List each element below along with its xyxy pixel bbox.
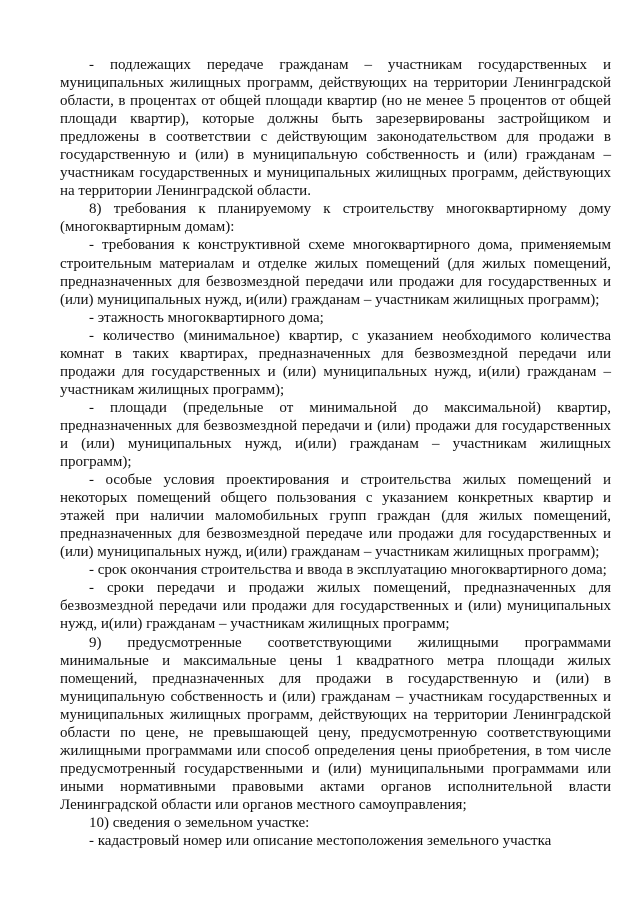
paragraph-item-9-prices: 9) предусмотренные соответствующими жилищными программами минимальные и максимальные цены 1 квадратного метра площади жилых помещений, предназначенных для продажи в государственную и (или) в муниципальную собственность и (или) гражданам – участникам государственных и муниципальных жилищных программ, действующих на территории Ленинградской области по цене, не превышающей цену, предусмотренную соответствующими жилищными программами или способ определения цены приобретения, в том числе предусмотренный государственными и (или) муниципальными программами или иными нормативными правовыми актами органов исполнительной власти Ленинградской области или органов местного самоуправления; — [60, 634, 611, 813]
paragraph-completion-deadline: - срок окончания строительства и ввода в эксплуатацию многоквартирного дома; — [89, 562, 607, 579]
paragraph-special-conditions: - особые условия проектирования и строительства жилых помещений и некоторых помещений общего пользования с указанием конкретных квартир и этажей при наличии маломобильных групп граждан (для жилых помещений, предназначенных для безвозмездной передаче или продажи для государственных и (или) муниципальных нужд, и(или) гражданам – участникам жилищных программ); — [60, 472, 611, 561]
paragraph-cadastral-number: - кадастровый номер или описание местоположения земельного участка — [89, 833, 552, 850]
paragraph-apartment-area: - площади (предельные от минимальной до максимальной) квартир, предназначенных для безвозмездной передачи и (или) продажи для государственных и (или) муниципальных нужд, и(или) гражданам – участникам жилищных программ); — [60, 399, 611, 471]
paragraph-storeys: - этажность многоквартирного дома; — [89, 309, 324, 326]
paragraph-reserved-apartments: - подлежащих передаче гражданам – участникам государственных и муниципальных жилищных программ, действующих на территории Ленинградской области, в процентах от общей площади квартир (но не менее 5 процентов от общей площади квартир), которые должны быть зарезервированы застройщиком и предложены в соответствии с действующим законодательством для продажи в государственную и (или) в муниципальную собственность и (или) гражданам – участникам государственных и муниципальных жилищных программ, действующих на территории Ленинградской области. — [60, 57, 611, 200]
paragraph-apartment-count: - количество (минимальное) квартир, с указанием необходимого количества комнат в таких квартирах, предназначенных для безвозмездной передачи или продажи для государственных и (или) муниципальных нужд, и(или) гражданам – участникам жилищных программ); — [60, 327, 611, 398]
paragraph-item-10-land-plot: 10) сведения о земельном участке: — [89, 814, 310, 831]
document-page — [60, 56, 611, 850]
paragraph-transfer-deadlines: - сроки передачи и продажи жилых помещений, предназначенных для безвозмездной передачи или продажи для государственных и (или) муниципальных нужд, и(или) гражданам – участникам жилищных программ; — [60, 580, 611, 633]
paragraph-item-8-heading: 8) требования к планируемому к строительству многоквартирному дому (многоквартирным домам): — [60, 201, 611, 236]
paragraph-structural-requirements: - требования к конструктивной схеме многоквартирного дома, применяемым строительным материалам и отделке жилых помещений (для жилых помещений, предназначенных для безвозмездной передачи или продажи для государственных и (или) муниципальных нужд, и(или) гражданам – участникам жилищных программ); — [60, 237, 611, 308]
